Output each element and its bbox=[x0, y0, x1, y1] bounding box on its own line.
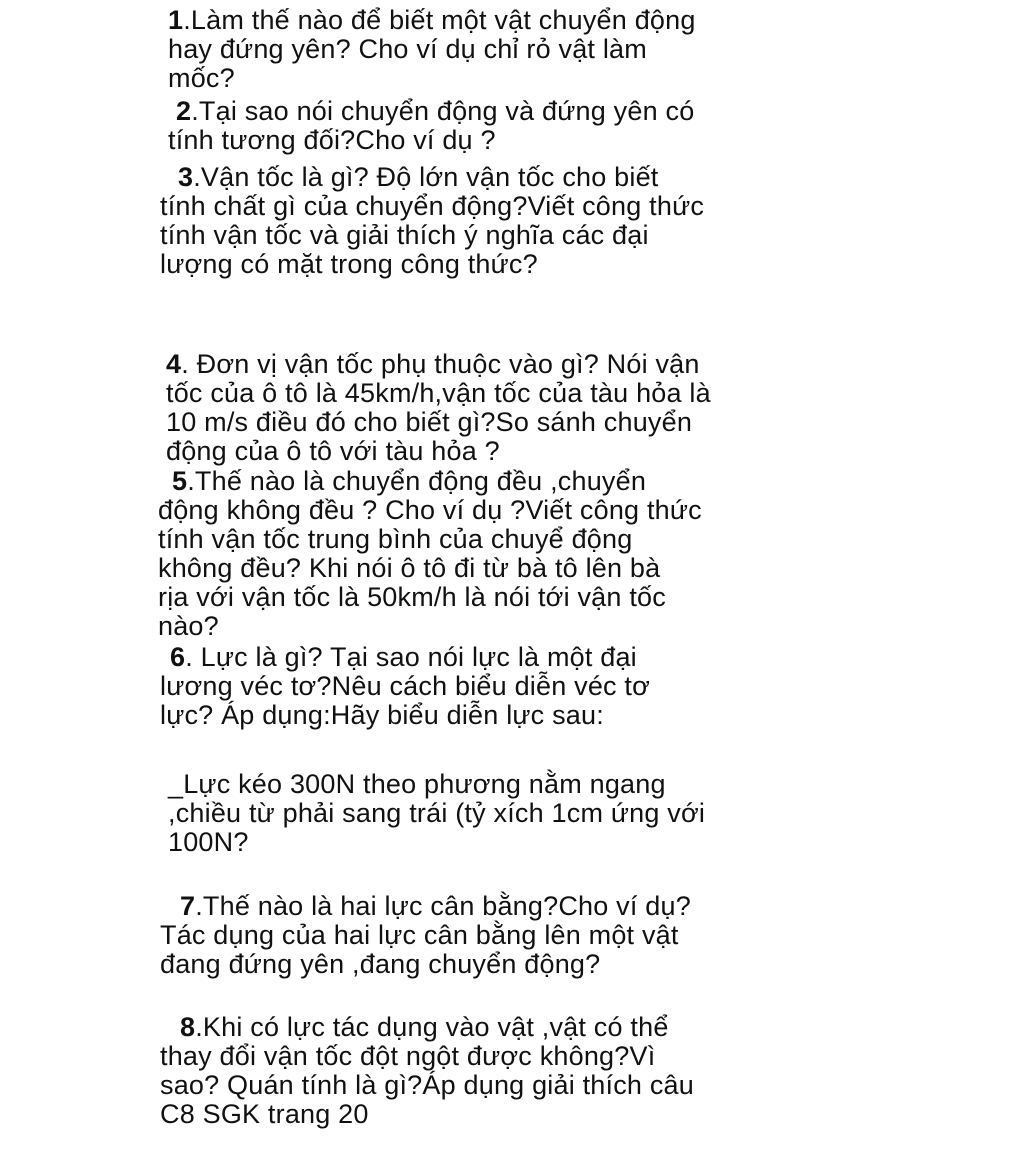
question-line: hay đứng yên? Cho ví dụ chỉ rỏ vật làm bbox=[168, 34, 647, 64]
question-number: 6 bbox=[170, 642, 186, 672]
question-line: 2.Tại sao nói chuyển động và đứng yên có bbox=[176, 96, 695, 126]
question-6 bbox=[160, 643, 650, 730]
question-number: 2 bbox=[176, 96, 192, 126]
question-line: tính chất gì của chuyển động?Viết công thức bbox=[160, 191, 705, 221]
question-line: 3.Vận tốc là gì? Độ lớn vận tốc cho biết bbox=[178, 162, 659, 192]
question-line: động của ô tô với tàu hỏa ? bbox=[166, 436, 500, 466]
question-3 bbox=[160, 163, 704, 279]
question-line: tốc của ô tô là 45km/h,vận tốc của tàu hỏa là bbox=[166, 378, 711, 408]
question-2 bbox=[168, 97, 694, 155]
question-line: tính vận tốc và giải thích ý nghĩa các đại bbox=[160, 220, 649, 250]
question-line: tính tương đối?Cho ví dụ ? bbox=[168, 125, 496, 155]
question-4 bbox=[166, 350, 711, 466]
question-line: 8.Khi có lực tác dụng vào vật ,vật có thể bbox=[180, 1012, 669, 1042]
question-line: mốc? bbox=[168, 63, 235, 93]
question-line: ,chiều từ phải sang trái (tỷ xích 1cm ứng với bbox=[168, 798, 706, 828]
question-6-subitem bbox=[168, 770, 705, 857]
question-line: lượng có mặt trong công thức? bbox=[160, 249, 538, 279]
question-line: 100N? bbox=[168, 827, 249, 857]
question-line: _Lực kéo 300N theo phương nằm ngang bbox=[168, 769, 666, 799]
question-line: 7.Thế nào là hai lực cân bằng?Cho ví dụ? bbox=[180, 891, 691, 921]
question-line: không đều? Khi nói ô tô đi từ bà tô lên bà bbox=[158, 553, 661, 583]
question-number: 8 bbox=[180, 1012, 196, 1042]
question-line: lực? Áp dụng:Hãy biểu diễn lực sau: bbox=[160, 700, 604, 730]
question-line: 1.Làm thế nào để biết một vật chuyển động bbox=[168, 5, 696, 35]
question-7 bbox=[160, 892, 691, 979]
question-line: Tác dụng của hai lực cân bằng lên một vật bbox=[160, 920, 679, 950]
question-line: thay đổi vận tốc đột ngột được không?Vì bbox=[160, 1041, 656, 1071]
question-line: động không đều ? Cho ví dụ ?Viết công thức bbox=[158, 495, 702, 525]
question-5 bbox=[158, 467, 702, 641]
question-number: 5 bbox=[172, 466, 188, 496]
question-line: đang đứng yên ,đang chuyển động? bbox=[160, 949, 601, 979]
question-line: nào? bbox=[158, 611, 219, 641]
question-line: lương véc tơ?Nêu cách biểu diễn véc tơ bbox=[160, 671, 651, 701]
question-number: 3 bbox=[178, 162, 194, 192]
question-line: sao? Quán tính là gì?Áp dụng giải thích câu bbox=[160, 1070, 694, 1100]
question-number: 7 bbox=[180, 891, 196, 921]
question-line: 10 m/s điều đó cho biết gì?So sánh chuyển bbox=[166, 407, 693, 437]
question-line: tính vận tốc trung bình của chuyể động bbox=[158, 524, 633, 554]
question-number: 1 bbox=[168, 5, 184, 35]
question-1 bbox=[168, 6, 696, 93]
question-number: 4 bbox=[166, 349, 182, 379]
question-line: 6. Lực là gì? Tại sao nói lực là một đại bbox=[170, 642, 637, 672]
question-line: 5.Thế nào là chuyển động đều ,chuyển bbox=[172, 466, 647, 496]
question-line: C8 SGK trang 20 bbox=[160, 1099, 369, 1129]
question-8 bbox=[160, 1013, 694, 1129]
question-line: rịa với vận tốc là 50km/h là nói tới vận tốc bbox=[158, 582, 666, 612]
question-line: 4. Đơn vị vận tốc phụ thuộc vào gì? Nói vận bbox=[166, 349, 700, 379]
